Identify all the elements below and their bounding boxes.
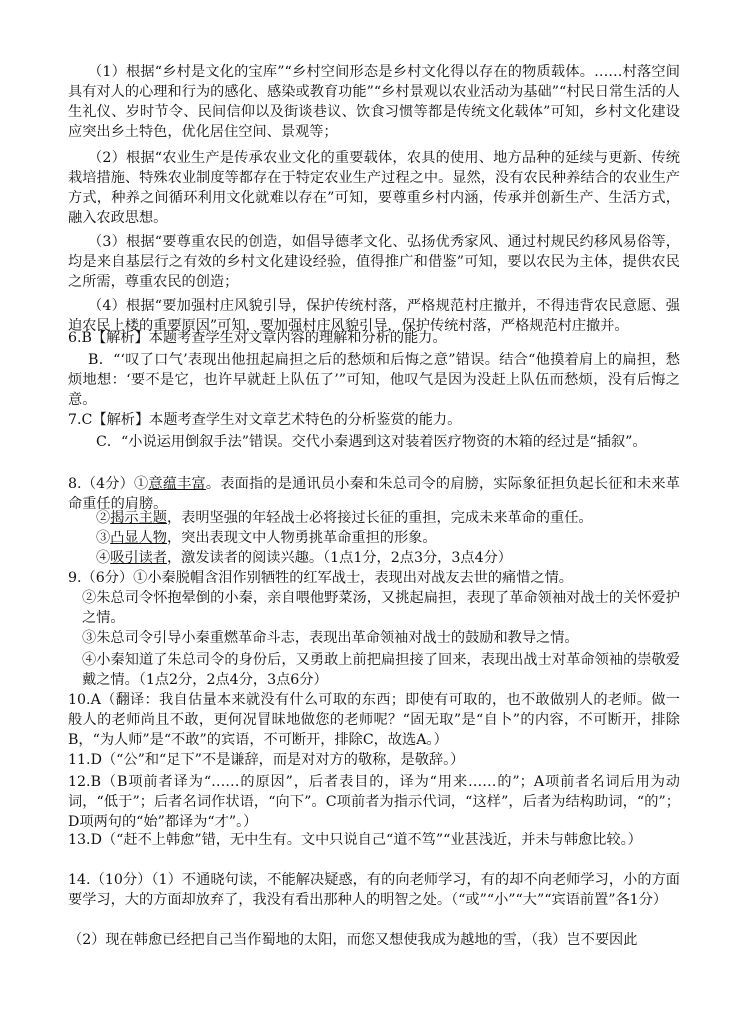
answer-8-point-3 — [68, 528, 680, 548]
answer-8-text-1: 。表面指的是通讯员小秦和朱总司令的肩膀，实际象征担负起长征和未来革命重任的肩膀。 — [68, 476, 680, 512]
answer-11: 11.D（“公”和“足下”不是谦辞，而是对对方的敬称，是敬辞。） — [68, 752, 465, 768]
answer-8-text-4: ，激发读者的阅读兴趣。（1点1分，2点3分，3点4分） — [166, 550, 512, 566]
answer-8-text-3: ，突出表现文中人物勇挑革命重担的形象。 — [166, 530, 437, 546]
answer-13: 13.D（“赶不上韩愈”错，无中生有。文中只说自己“道不笃”“业甚浅近，并未与韩愈比较。） — [68, 832, 642, 848]
answer-8-keyword-4: 吸引读者 — [110, 550, 167, 566]
answer-8-marker-3: ③ — [96, 530, 111, 546]
answer-14-part-1: 14.（10分）（1）不通晓句读，不能解决疑惑，有的向老师学习，有的却不向老师学习，小的方面要学习，大的方面却放弃了，我没有看出那种人的明智之处。（“或”“小”“大”“宾语前置”各1分） — [68, 872, 680, 908]
answer-7-body: C．“小说运用倒叙手法”错误。交代小秦遇到这对装着医疗物资的木箱的经过是“插叙”。 — [96, 434, 647, 450]
answer-10: 10.A（翻译：我自估量本来就没有什么可取的东西；即使有可取的，也不敢做别人的老师。做一般人的老师尚且不敢，更何况冒昧地做您的老师呢？“固无取”是“自卜”的内容，不可断开，排除B，“为人师”是“不敢”的宾语，不可断开，排除C，故选A。） — [68, 692, 680, 748]
answer-8-marker-2: ② — [96, 510, 111, 526]
answer-9-point-3: ③朱总司令引导小秦重燃革命斗志，表现出革命领袖对战士的鼓励和教导之情。 — [82, 630, 579, 646]
answer-9-point-4: ④小秦知道了朱总司令的身份后，又勇敢上前把扁担接了回来，表现出战士对革命领袖的崇敬爱戴之情。（1点2分，2点4分，3点6分） — [82, 652, 680, 688]
answer-8-prefix: 8.（4分）① — [68, 476, 149, 492]
answer-8-marker-4: ④ — [96, 550, 111, 566]
paragraph-4: （4）根据“要加强村庄风貌引导，保护传统村落，严格规范村庄撤并，不得违背农民意愿、强迫农民上楼的重要原因”可知，要加强村庄风貌引导，保护传统村落，严格规范村庄撤并。 — [68, 298, 680, 334]
answer-8-point-2 — [68, 508, 680, 528]
answer-8-keyword-3: 凸显人物 — [110, 530, 167, 546]
answer-7-header: 7.C【解析】本题考查学生对文章艺术特色的分析鉴赏的能力。 — [68, 412, 462, 428]
answer-8-text-2: ，表明坚强的年轻战士必将接过长征的重担，完成未来革命的重任。 — [166, 510, 593, 526]
answer-8-keyword-1: 意蕴丰富 — [148, 476, 206, 492]
answer-9-point-1: 9.（6分）①小秦脱帽含泪作别牺牲的红军战士，表现出对战友去世的痛惜之情。 — [68, 570, 573, 586]
answer-6-header: 6.B【解析】本题考查学生对文章内容的理解和分析的能力。 — [68, 330, 447, 346]
answer-8-point-4 — [68, 548, 680, 568]
answer-9-point-2: ②朱总司令怀抱晕倒的小秦，亲自喂他野菜汤，又挑起扁担，表现了革命领袖对战士的关怀爱护之情。 — [82, 590, 680, 626]
answer-8-keyword-2: 揭示主题 — [110, 510, 167, 526]
answer-12: 12.B（B项前者译为“……的原因”，后者表目的，译为“用来……的”；A项前者名词后用为动词，“低于”；后者名词作状语，“向下”。C项前者为指示代词，“这样”，后者为结构助词，“的”；D项两句的“始”都译为“才”。） — [68, 774, 680, 830]
paragraph-1: （1）根据“乡村是文化的宝库”“乡村空间形态是乡村文化得以存在的物质载体。……村落空间具有对人的心理和行为的感化、感染或教育功能”“乡村景观以农业活动为基础”“村民日常生活的人生礼仪、岁时节令、民间信仰以及街谈巷议、饮食习惯等都是传统文化载体”可知，乡村文化建设应突出乡土特色，优化居住空间、景观等； — [68, 64, 680, 140]
paragraph-3: （3）根据“要尊重农民的创造，如倡导德孝文化、弘扬优秀家风、通过村规民约移风易俗等，均是来自基层行之有效的乡村文化建设经验，值得推广和借鉴”可知，要以农民为主体，提供农民之所需，尊重农民的创造； — [68, 234, 680, 290]
answer-6-body: B．“‘叹了口气’表现出他扭起扁担之后的愁烦和后悔之意”错误。结合“他摸着肩上的扁担，愁烦地想：‘要不是它，也许早就赶上队伍了’”可知，他叹气是因为没赶上队伍而愁烦，没有后悔之意。 — [68, 352, 680, 408]
paragraph-2: （2）根据“农业生产是传承农业文化的重要载体，农具的使用、地方品种的延续与更新、传统栽培措施、特殊农业制度等都存在于特定农业生产过程之中。显然，没有农民种养结合的农业生产方式，种养之间循环利用文化就难以存在”可知，要尊重乡村内涵，传承并创新生产、生活方式，融入农政思想。 — [68, 150, 680, 226]
answer-14-part-2: （2）现在韩愈已经把自己当作蜀地的太阳，而您又想使我成为越地的雪，（我）岂不要因此 — [68, 932, 638, 948]
